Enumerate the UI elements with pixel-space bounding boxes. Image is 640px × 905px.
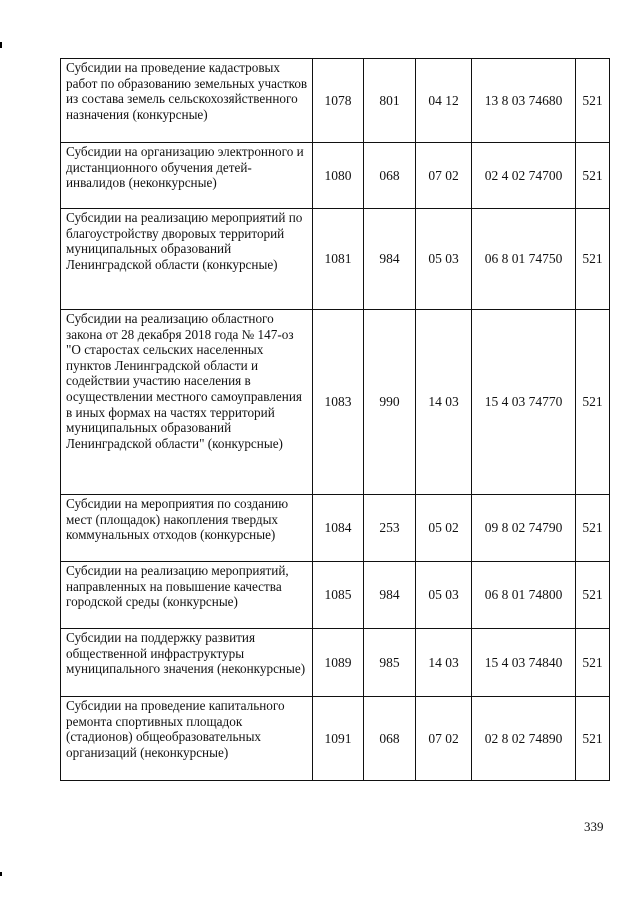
scan-edge-mark-top — [0, 42, 2, 48]
row-ministry-code: 984 — [364, 209, 416, 310]
table-row — [61, 629, 610, 697]
table-row — [61, 59, 610, 143]
row-ministry-code: 068 — [364, 143, 416, 209]
row-description: Субсидии на проведение кадастровых работ по образованию земельных участков из состава земель сельскохозяйственного назначения (конкурсные) — [61, 59, 313, 143]
row-target-code: 13 8 03 74680 — [472, 59, 576, 143]
row-description: Субсидии на реализацию мероприятий по благоустройству дворовых территорий муниципальных образований Ленинградской области (конкурсные) — [61, 209, 313, 310]
row-section-code: 05 03 — [416, 209, 472, 310]
row-section-code: 07 02 — [416, 143, 472, 209]
row-code: 1080 — [313, 143, 364, 209]
table-row — [61, 562, 610, 629]
row-ministry-code: 068 — [364, 697, 416, 781]
row-expense-type: 521 — [576, 209, 610, 310]
row-code: 1081 — [313, 209, 364, 310]
row-code: 1084 — [313, 495, 364, 562]
row-target-code: 15 4 03 74770 — [472, 310, 576, 495]
row-section-code: 04 12 — [416, 59, 472, 143]
row-ministry-code: 990 — [364, 310, 416, 495]
table-row — [61, 143, 610, 209]
scan-edge-mark-bottom — [0, 872, 2, 876]
row-section-code: 14 03 — [416, 310, 472, 495]
row-expense-type: 521 — [576, 629, 610, 697]
row-expense-type: 521 — [576, 697, 610, 781]
row-target-code: 02 4 02 74700 — [472, 143, 576, 209]
row-section-code: 05 03 — [416, 562, 472, 629]
row-target-code: 06 8 01 74800 — [472, 562, 576, 629]
row-ministry-code: 985 — [364, 629, 416, 697]
page-number: 339 — [584, 819, 604, 834]
row-code: 1091 — [313, 697, 364, 781]
row-section-code: 05 02 — [416, 495, 472, 562]
row-code: 1083 — [313, 310, 364, 495]
table-row — [61, 697, 610, 781]
row-target-code: 15 4 03 74840 — [472, 629, 576, 697]
row-ministry-code: 801 — [364, 59, 416, 143]
row-target-code: 09 8 02 74790 — [472, 495, 576, 562]
row-section-code: 14 03 — [416, 629, 472, 697]
table-row — [61, 209, 610, 310]
table-row — [61, 495, 610, 562]
row-ministry-code: 253 — [364, 495, 416, 562]
table-row — [61, 310, 610, 495]
row-ministry-code: 984 — [364, 562, 416, 629]
row-expense-type: 521 — [576, 562, 610, 629]
row-expense-type: 521 — [576, 59, 610, 143]
row-expense-type: 521 — [576, 310, 610, 495]
row-description: Субсидии на мероприятия по созданию мест (площадок) накопления твердых коммунальных отходов (конкурсные) — [61, 495, 313, 562]
row-section-code: 07 02 — [416, 697, 472, 781]
row-target-code: 06 8 01 74750 — [472, 209, 576, 310]
row-code: 1089 — [313, 629, 364, 697]
row-expense-type: 521 — [576, 495, 610, 562]
row-code: 1078 — [313, 59, 364, 143]
row-description: Субсидии на поддержку развития общественной инфраструктуры муниципального значения (неконкурсные) — [61, 629, 313, 697]
subsidies-table — [60, 58, 610, 781]
row-target-code: 02 8 02 74890 — [472, 697, 576, 781]
row-description: Субсидии на организацию электронного и дистанционного обучения детей-инвалидов (неконкурсные) — [61, 143, 313, 209]
row-description: Субсидии на реализацию областного закона от 28 декабря 2018 года № 147-оз "О старостах сельских населенных пунктов Ленинградской области и содействии участию населения в осуществлении местного самоуправления в иных формах на частях территорий муниципальных образований Ленинградской области" (конкурсные) — [61, 310, 313, 495]
row-description: Субсидии на реализацию мероприятий, направленных на повышение качества городской среды (конкурсные) — [61, 562, 313, 629]
row-expense-type: 521 — [576, 143, 610, 209]
row-description: Субсидии на проведение капитального ремонта спортивных площадок (стадионов) общеобразовательных организаций (неконкурсные) — [61, 697, 313, 781]
row-code: 1085 — [313, 562, 364, 629]
